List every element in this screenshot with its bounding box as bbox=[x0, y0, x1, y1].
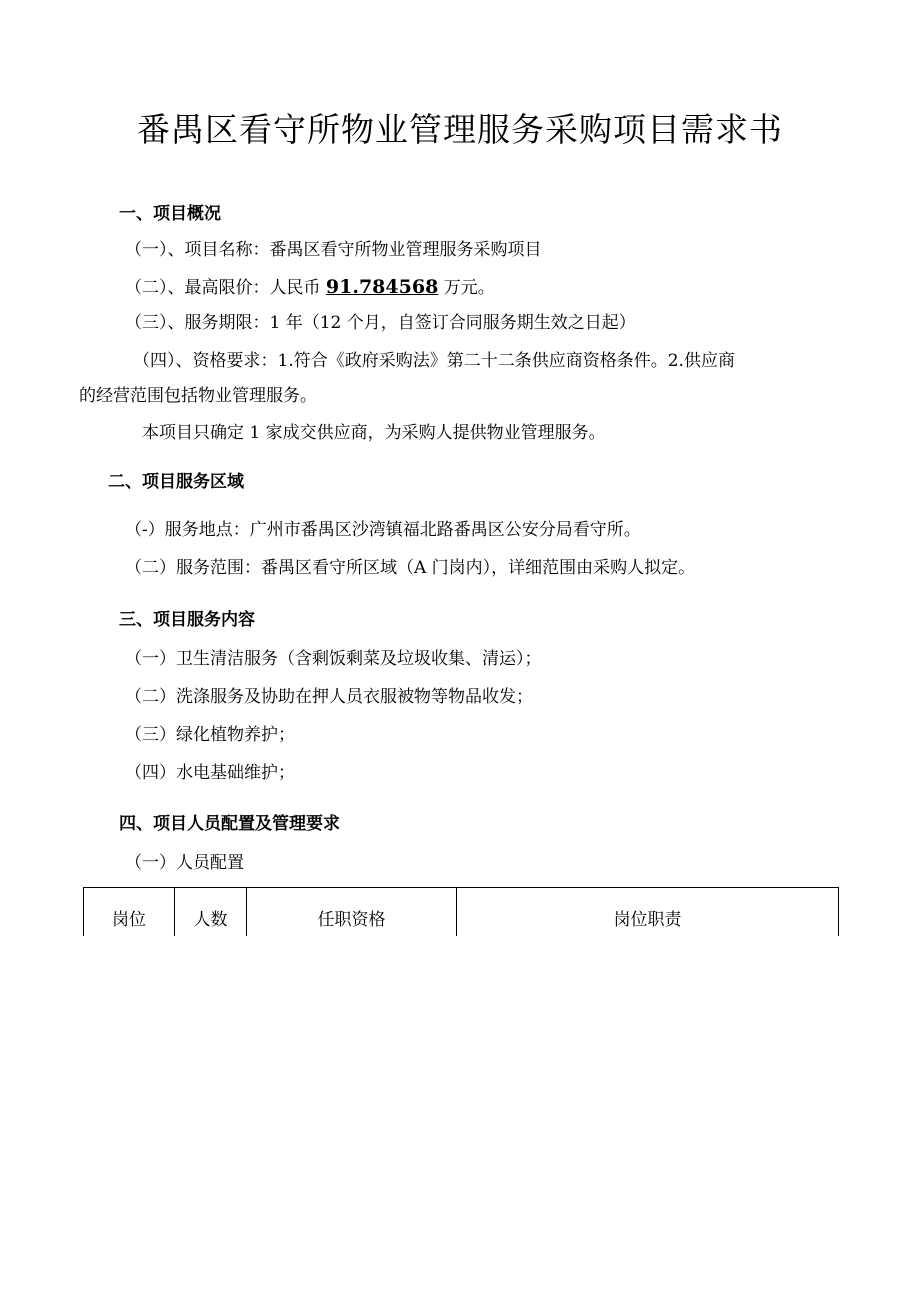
price-suffix: 万元。 bbox=[438, 278, 495, 298]
staffing-sub-heading: （一）人员配置 bbox=[125, 853, 244, 873]
award-line: 本项目只确定 1 家成交供应商，为采购人提供物业管理服务。 bbox=[142, 423, 606, 443]
price-amount: 91.784568 bbox=[325, 276, 439, 298]
section-heading-area: 二、项目服务区域 bbox=[108, 472, 244, 492]
qualification-line-2: 的经营范围包括物业管理服务。 bbox=[79, 386, 317, 406]
content-item: （三）绿化植物养护； bbox=[125, 725, 295, 745]
service-scope-line: （二）服务范围：番禺区看守所区域（A 门岗内），详细范围由采购人拟定。 bbox=[125, 558, 696, 578]
price-line bbox=[125, 276, 495, 299]
content-item: （四）水电基础维护； bbox=[125, 763, 295, 783]
project-name-line: （一）、项目名称：番禺区看守所物业管理服务采购项目 bbox=[125, 240, 542, 260]
section-heading-staffing: 四、项目人员配置及管理要求 bbox=[119, 814, 340, 834]
document-title: 番禺区看守所物业管理服务采购项目需求书 bbox=[137, 110, 783, 149]
price-prefix: （二）、最高限价：人民币 bbox=[125, 278, 326, 298]
service-location-line: （-）服务地点：广州市番禺区沙湾镇福北路番禺区公安分局看守所。 bbox=[125, 520, 641, 540]
table-header-cell: 任职资格 bbox=[247, 888, 457, 936]
table-header-cell: 岗位职责 bbox=[457, 888, 839, 936]
service-period-line: （三）、服务期限：1 年（12 个月，自签订合同服务期生效之日起） bbox=[125, 313, 636, 333]
table-header-cell: 人数 bbox=[175, 888, 247, 936]
content-item: （二）洗涤服务及协助在押人员衣服被物等物品收发； bbox=[125, 687, 533, 707]
section-heading-overview: 一、项目概况 bbox=[119, 204, 221, 224]
section-heading-content: 三、项目服务内容 bbox=[119, 610, 255, 630]
qualification-line-1: （四）、资格要求：1.符合《政府采购法》第二十二条供应商资格条件。2.供应商 bbox=[133, 351, 735, 371]
table-header-cell: 岗位 bbox=[84, 888, 175, 936]
staffing-table bbox=[83, 887, 839, 936]
content-item: （一）卫生清洁服务（含剩饭剩菜及垃圾收集、清运）； bbox=[125, 649, 542, 669]
